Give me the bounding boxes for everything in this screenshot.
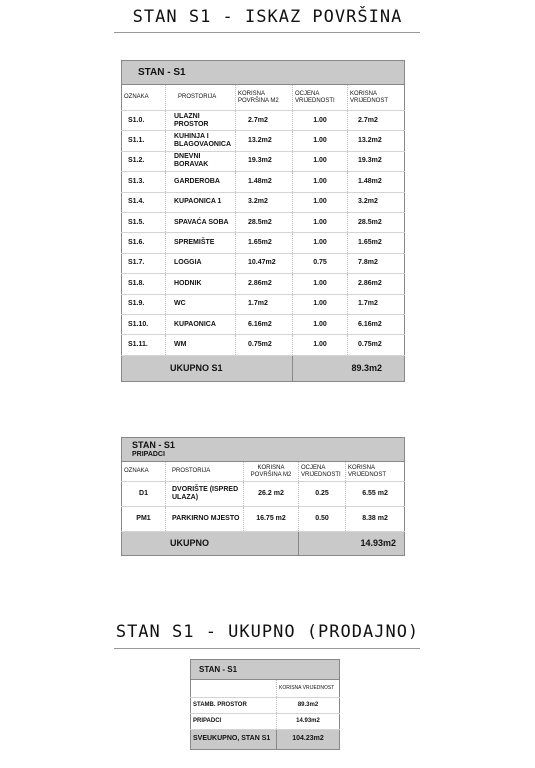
total-label: UKUPNO [122,532,299,556]
table-row [122,335,405,355]
row-prostorija: DNEVNI BORAVAK [166,151,236,171]
row-ocjena: 1.00 [293,172,348,192]
row-povrsina: 16.75 m2 [244,507,299,532]
title-underline [114,32,420,33]
row-oznaka: S1.2. [122,151,166,171]
table-row [122,233,405,253]
header-korisna-povrsina: KORISNA POVRŠINA M2 [244,462,299,482]
total-label: UKUPNO S1 [122,355,293,381]
row-oznaka: S1.0. [122,111,166,131]
row-prostorija: HODNIK [166,274,236,294]
page-title: STAN S1 - ISKAZ POVRŠINA [132,7,403,27]
row-povrsina: 26.2 m2 [244,482,299,507]
row-povrsina: 19.3m2 [236,151,293,171]
row-vrijednost: 2.7m2 [348,111,405,131]
row-oznaka: S1.9. [122,294,166,314]
row-prostorija: DVORIŠTE (ISPRED ULAZA) [166,482,244,507]
table-row [122,274,405,294]
header-empty [191,680,277,698]
table-title: STAN - S1 [132,439,175,450]
row-oznaka: S1.4. [122,192,166,212]
table-row [122,314,405,334]
total-value: 89.3m2 [293,355,405,381]
row-povrsina: 1.65m2 [236,233,293,253]
row-oznaka: S1.8. [122,274,166,294]
appurtenances-table [121,437,405,556]
total-row [122,355,405,381]
total-value: 104.23m2 [277,730,340,750]
row-prostorija: PARKIRNO MJESTO [166,507,244,532]
row-label: PRIPADCI [191,714,277,730]
row-prostorija: KUHINJA I BLAGOVAONICA [166,131,236,151]
row-povrsina: 0.75m2 [236,335,293,355]
row-ocjena: 1.00 [293,233,348,253]
row-ocjena: 0.50 [299,507,346,532]
table-row [122,111,405,131]
row-povrsina: 10.47m2 [236,253,293,273]
table-title-block [122,438,405,462]
row-vrijednost: 3.2m2 [348,192,405,212]
header-prostorija: PROSTORIJA [166,85,236,111]
total-row [122,532,405,556]
row-ocjena: 1.00 [293,111,348,131]
row-vrijednost: 28.5m2 [348,212,405,232]
header-korisna-povrsina: KORISNA POVRŠINA M2 [236,85,293,111]
row-vrijednost: 7.8m2 [348,253,405,273]
table-title: STAN - S1 [122,61,405,85]
header-oznaka: OZNAKA [122,462,166,482]
total-row [191,730,340,750]
row-prostorija: ULAZNI PROSTOR [166,111,236,131]
summary-title: STAN S1 - UKUPNO (PRODAJNO) [115,622,420,642]
row-prostorija: LOGGIA [166,253,236,273]
header-korisna-vrijednost: KORISNA VRIJEDNOST [348,85,405,111]
row-povrsina: 13.2m2 [236,131,293,151]
row-ocjena: 0.75 [293,253,348,273]
row-vrijednost: 6.55 m2 [346,482,405,507]
table-row [122,253,405,273]
row-prostorija: KUPAONICA 1 [166,192,236,212]
row-vrijednost: 19.3m2 [348,151,405,171]
header-ocjena-vrijednosti: OCJENA VRIJEDNOSTI [293,85,348,111]
row-prostorija: WC [166,294,236,314]
row-povrsina: 1.48m2 [236,172,293,192]
row-vrijednost: 2.86m2 [348,274,405,294]
row-value: 89.3m2 [277,698,340,714]
row-ocjena: 1.00 [293,294,348,314]
table-header-row [122,462,405,482]
row-oznaka: S1.7. [122,253,166,273]
row-vrijednost: 1.7m2 [348,294,405,314]
row-ocjena: 0.25 [299,482,346,507]
row-povrsina: 6.16m2 [236,314,293,334]
table-title: STAN - S1 [191,660,340,680]
row-oznaka: S1.6. [122,233,166,253]
table-subtitle: PRIPADCI [132,450,165,458]
row-oznaka: S1.1. [122,131,166,151]
table-row [191,714,340,730]
row-oznaka: S1.3. [122,172,166,192]
row-povrsina: 2.86m2 [236,274,293,294]
table-header-row [122,85,405,111]
row-oznaka: S1.10. [122,314,166,334]
row-povrsina: 2.7m2 [236,111,293,131]
row-povrsina: 1.7m2 [236,294,293,314]
row-oznaka: D1 [122,482,166,507]
row-label: STAMB. PROSTOR [191,698,277,714]
table-row [122,212,405,232]
table-row [122,192,405,212]
table-row [122,294,405,314]
table-row [122,172,405,192]
table-row [122,131,405,151]
summary-table [190,659,340,750]
row-oznaka: S1.11. [122,335,166,355]
row-value: 14.93m2 [277,714,340,730]
row-ocjena: 1.00 [293,314,348,334]
table-row [122,507,405,532]
row-oznaka: PM1 [122,507,166,532]
row-vrijednost: 0.75m2 [348,335,405,355]
row-vrijednost: 13.2m2 [348,131,405,151]
row-prostorija: KUPAONICA [166,314,236,334]
table-row [191,698,340,714]
row-ocjena: 1.00 [293,335,348,355]
summary-title-underline [114,648,420,649]
row-povrsina: 3.2m2 [236,192,293,212]
row-prostorija: GARDEROBA [166,172,236,192]
row-povrsina: 28.5m2 [236,212,293,232]
header-korisna-vrijednost: KORISNA VRIJEDNOST [277,680,340,698]
table-row [122,482,405,507]
row-ocjena: 1.00 [293,151,348,171]
header-prostorija: PROSTORIJA [166,462,244,482]
row-ocjena: 1.00 [293,131,348,151]
row-oznaka: S1.5. [122,212,166,232]
total-label: SVEUKUPNO, STAN S1 [191,730,277,750]
header-ocjena-vrijednosti: OCJENA VRIJEDNOSTI [299,462,346,482]
row-vrijednost: 6.16m2 [348,314,405,334]
room-area-table [121,60,405,382]
table-row [122,151,405,171]
row-prostorija: SPREMIŠTE [166,233,236,253]
row-ocjena: 1.00 [293,212,348,232]
row-prostorija: WM [166,335,236,355]
row-ocjena: 1.00 [293,192,348,212]
header-korisna-vrijednost: KORISNA VRIJEDNOST [346,462,405,482]
row-prostorija: SPAVAĆA SOBA [166,212,236,232]
row-vrijednost: 1.48m2 [348,172,405,192]
row-vrijednost: 1.65m2 [348,233,405,253]
header-oznaka: OZNAKA [122,85,166,111]
row-vrijednost: 8.38 m2 [346,507,405,532]
row-ocjena: 1.00 [293,274,348,294]
total-value: 14.93m2 [299,532,405,556]
